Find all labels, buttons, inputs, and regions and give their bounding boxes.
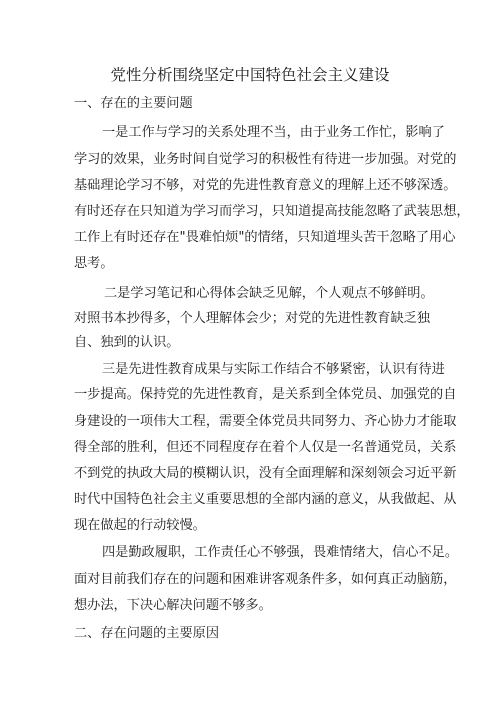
paragraph-line: 面对目前我们存在的问题和困难讲客观条件多，如何真正动脑筋， bbox=[74, 572, 457, 587]
section-heading-2: 二、存在问题的主要原因 bbox=[74, 626, 220, 641]
paragraph-line: 时代中国特色社会主义重要思想的全部内涵的意义，从我做起、从 bbox=[74, 492, 457, 507]
paragraph-line: 自、独到的认识。 bbox=[74, 335, 180, 350]
paragraph-line: 思考。 bbox=[74, 256, 114, 271]
paragraph-line: 三是先进性教育成果与实际工作结合不够紧密，认识有待进 bbox=[102, 362, 445, 377]
paragraph-line: 基础理论学习不够，对党的先进性教育意义的理解上还不够深透。 bbox=[74, 178, 457, 193]
paragraph-line: 不到党的执政大局的模糊认识，没有全面理解和深刻领会习近平新 bbox=[74, 466, 457, 481]
paragraph-line: 身建设的一项伟大工程，需要全体党员共同努力、齐心协力才能取 bbox=[74, 414, 457, 429]
paragraph-line: 现在做起的行动较慢。 bbox=[74, 518, 206, 533]
paragraph-line: 四是勤政履职，工作责任心不够强，畏难情绪大，信心不足。 bbox=[102, 545, 459, 560]
section-heading-1: 一、存在的主要问题 bbox=[74, 96, 193, 111]
paragraph-line: 学习的效果，业务时间自觉学习的积极性有待进一步加强。对党的 bbox=[74, 152, 457, 167]
document-title: 党性分析围绕坚定中国特色社会主义建设 bbox=[110, 66, 390, 84]
paragraph-line: 对照书本抄得多，个人理解体会少；对党的先进性教育缺乏独 bbox=[74, 311, 431, 326]
paragraph-line: 得全部的胜利，但还不同程度存在着个人仅是一名普通党员，关系 bbox=[74, 440, 457, 455]
paragraph-line: 工作上有时还存在"畏难怕烦"的情绪，只知道埋头苦干忽略了用心 bbox=[74, 230, 456, 245]
paragraph-line: 想办法，下决心解决问题不够多。 bbox=[74, 598, 272, 613]
paragraph-line: 一步提高。保持党的先进性教育，是关系到全体党员、加强党的自 bbox=[74, 387, 457, 402]
paragraph-line: 一是工作与学习的关系处理不当，由于业务工作忙，影响了 bbox=[102, 125, 445, 140]
paragraph-line: 有时还存在只知道为学习而学习，只知道提高技能忽略了武装思想， bbox=[74, 204, 470, 219]
paragraph-line: 二是学习笔记和心得体会缺乏见解，个人观点不够鲜明。 bbox=[104, 286, 434, 301]
